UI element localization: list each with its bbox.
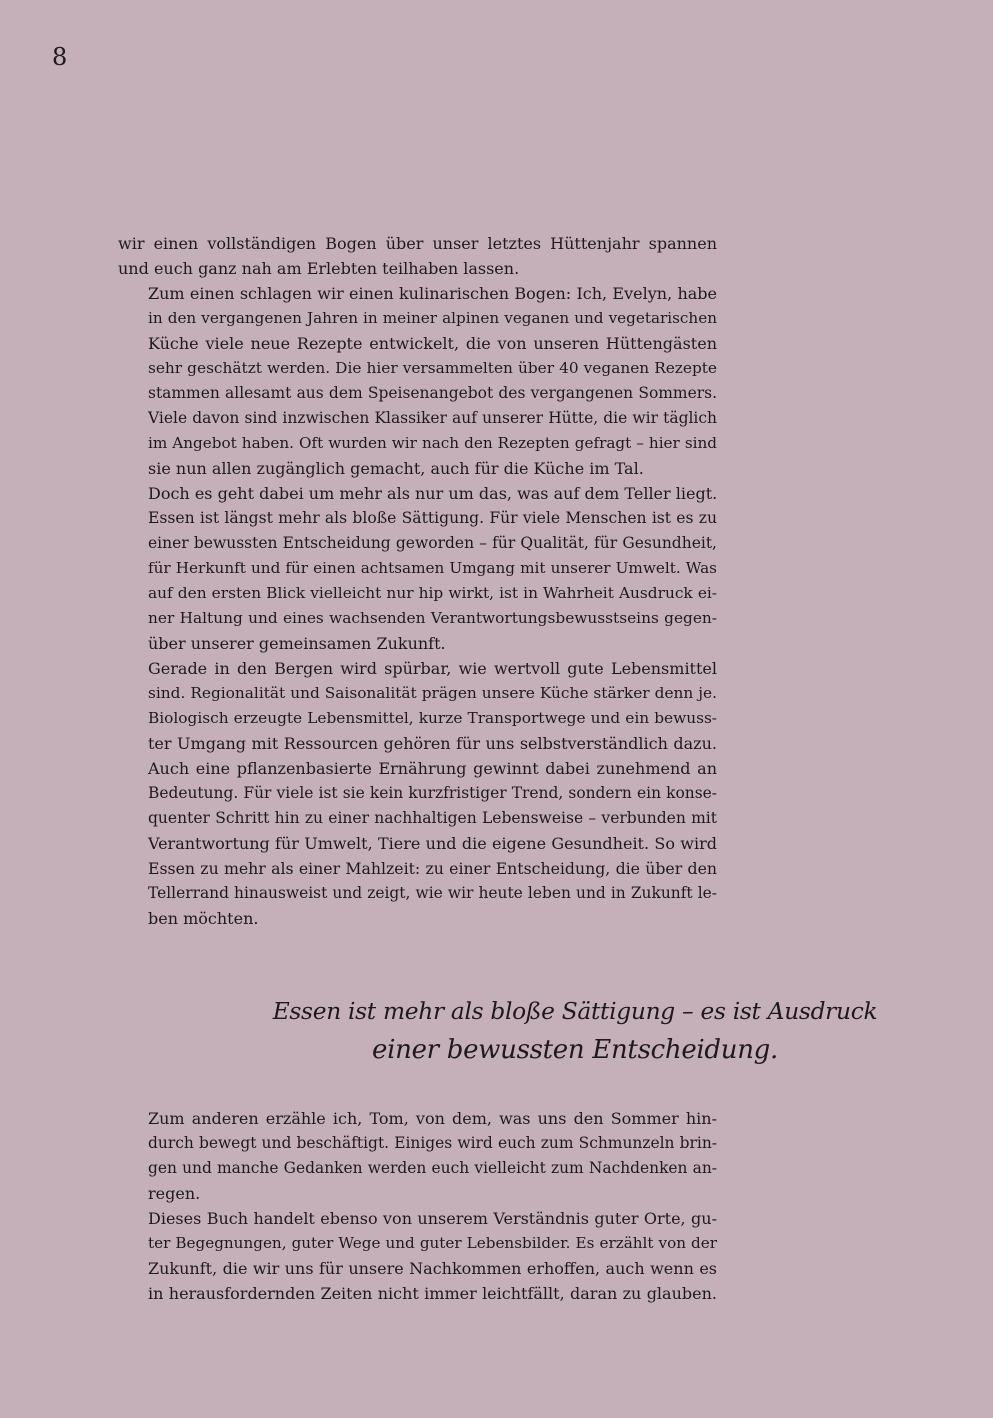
text-line: Essen zu mehr als einer Mahlzeit: zu einer Entscheidung, die über den	[148, 859, 717, 878]
text-line: in herausfordernden Zeiten nicht immer leichtfällt, daran zu glauben.	[148, 1284, 717, 1303]
text-line: ter Umgang mit Ressourcen gehören für uns selbstverständlich dazu.	[148, 734, 717, 753]
pull-quote-line: einer bewussten Entscheidung.	[372, 1035, 778, 1065]
text-line: Zukunft, die wir uns für unsere Nachkommen erhoffen, auch wenn es	[148, 1259, 717, 1278]
text-line: ner Haltung und eines wachsenden Verantwortungsbewusstseins gegen-	[148, 609, 717, 627]
text-line: Küche viele neue Rezepte entwickelt, die von unseren Hüttengästen	[148, 334, 717, 353]
pull-quote	[270, 993, 880, 1069]
text-line: gen und manche Gedanken werden euch vielleicht zum Nachdenken an-	[148, 1159, 717, 1177]
text-line: über unserer gemeinsamen Zukunft.	[148, 634, 446, 653]
text-line: ter Begegnungen, guter Wege und guter Lebensbilder. Es erzählt von der	[148, 1234, 717, 1252]
text-line: stammen allesamt aus dem Speisenangebot des vergangenen Sommers.	[148, 384, 717, 402]
text-line: durch bewegt und beschäftigt. Einiges wird euch zum Schmunzeln brin-	[148, 1134, 717, 1152]
paragraph	[118, 1206, 717, 1306]
text-line: Viele davon sind inzwischen Klassiker auf unserer Hütte, die wir täglich	[148, 409, 717, 427]
text-line: wir einen vollständigen Bogen über unser letztes Hüttenjahr spannen	[118, 234, 717, 253]
paragraph	[118, 481, 717, 656]
body-text-top	[118, 231, 717, 931]
text-line: Doch es geht dabei um mehr als nur um das, was auf dem Teller liegt.	[148, 484, 718, 503]
body-text-bottom	[118, 1106, 717, 1306]
paragraph	[118, 1106, 717, 1206]
page-number: 8	[52, 43, 68, 71]
text-line: Essen ist längst mehr als bloße Sättigung. Für viele Menschen ist es zu	[148, 509, 717, 527]
text-line: Dieses Buch handelt ebenso von unserem Verständnis guter Orte, gu-	[148, 1209, 717, 1228]
text-line: für Herkunft und für einen achtsamen Umgang mit unserer Umwelt. Was	[148, 559, 717, 577]
text-line: einer bewussten Entscheidung geworden – für Qualität, für Gesundheit,	[148, 534, 717, 552]
text-line: Auch eine pflanzenbasierte Ernährung gewinnt dabei zunehmend an	[148, 759, 717, 778]
text-line: Gerade in den Bergen wird spürbar, wie wertvoll gute Lebensmittel	[148, 659, 717, 678]
text-line: quenter Schritt hin zu einer nachhaltigen Lebensweise – verbunden mit	[148, 809, 717, 827]
text-line: Bedeutung. Für viele ist sie kein kurzfristiger Trend, sondern ein konse-	[148, 784, 717, 802]
text-line: regen.	[148, 1184, 201, 1203]
text-line: auf den ersten Blick vielleicht nur hip wirkt, ist in Wahrheit Ausdruck ei-	[148, 584, 717, 602]
text-line: Tellerrand hinausweist und zeigt, wie wir heute leben und in Zukunft le-	[148, 884, 717, 902]
text-line: in den vergangenen Jahren in meiner alpinen veganen und vegetarischen	[148, 309, 717, 327]
text-line: Zum einen schlagen wir einen kulinarischen Bogen: Ich, Evelyn, habe	[148, 284, 717, 303]
text-line: und euch ganz nah am Erlebten teilhaben lassen.	[118, 259, 520, 278]
pull-quote-line: Essen ist mehr als bloße Sättigung – es ist Ausdruck	[272, 998, 878, 1025]
text-line: sie nun allen zugänglich gemacht, auch für die Küche im Tal.	[148, 459, 644, 478]
text-line: ben möchten.	[148, 909, 259, 928]
text-line: Verantwortung für Umwelt, Tiere und die eigene Gesundheit. So wird	[148, 834, 717, 853]
text-line: sehr geschätzt werden. Die hier versammelten über 40 veganen Rezepte	[148, 359, 717, 377]
paragraph	[118, 281, 717, 481]
text-line: Biologisch erzeugte Lebensmittel, kurze Transportwege und ein bewuss-	[148, 709, 717, 727]
text-line: sind. Regionalität und Saisonalität prägen unsere Küche stärker denn je.	[148, 684, 717, 702]
paragraph	[118, 656, 717, 931]
text-line: im Angebot haben. Oft wurden wir nach den Rezepten gefragt – hier sind	[148, 434, 717, 452]
paragraph	[118, 231, 717, 281]
text-line: Zum anderen erzähle ich, Tom, von dem, was uns den Sommer hin-	[148, 1109, 717, 1128]
